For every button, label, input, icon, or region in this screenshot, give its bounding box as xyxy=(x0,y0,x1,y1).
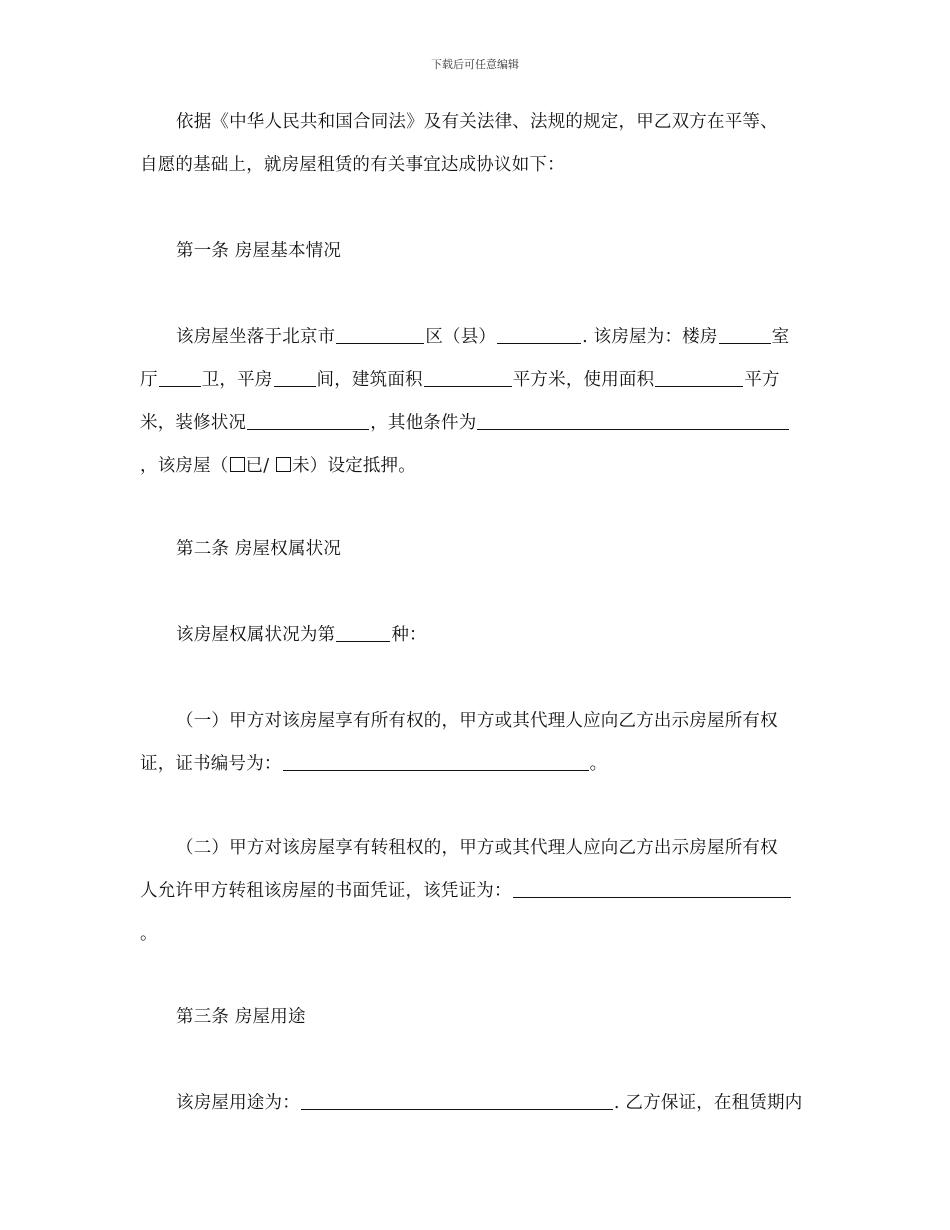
clause-1-line-1: （一）甲方对该房屋享有所有权的，甲方或其代理人应向乙方出示房屋所有权 xyxy=(176,711,778,731)
blank-halls[interactable] xyxy=(159,369,201,388)
text: ，其他条件为 xyxy=(370,413,477,433)
text: . 乙方保证，在租赁期内 xyxy=(613,1093,803,1113)
article-1-line-3 xyxy=(140,402,812,444)
clause-2-line-3: 。 xyxy=(140,924,158,944)
text: 该房屋用途为： xyxy=(176,1093,300,1113)
blank-bungalow[interactable] xyxy=(274,369,316,388)
article-1-line-2 xyxy=(140,359,812,401)
article-1-title: 第一条 房屋基本情况 xyxy=(176,241,342,261)
text: 该房屋权属状况为第 xyxy=(176,625,336,645)
blank-decoration[interactable] xyxy=(247,412,369,431)
blank-usable-area[interactable] xyxy=(655,369,743,388)
blank-certificate-number[interactable] xyxy=(283,753,589,772)
blank-district[interactable] xyxy=(336,326,424,345)
text: . 该房屋为：楼房 xyxy=(582,327,718,347)
text: 该房屋坐落于北京市 xyxy=(176,327,336,347)
text: ，该房屋（ xyxy=(140,456,229,476)
article-3-line-1 xyxy=(140,1082,812,1124)
clause-2-line-1: （二）甲方对该房屋享有转租权的，甲方或其代理人应向乙方出示房屋所有权 xyxy=(176,838,778,858)
text: 人允许甲方转租该房屋的书面凭证，该凭证为： xyxy=(140,881,512,901)
blank-sublease-voucher[interactable] xyxy=(513,880,791,899)
article-3-title: 第三条 房屋用途 xyxy=(176,1007,306,1027)
clause-1-line-2 xyxy=(140,743,812,785)
page-header: 下载后可任意编辑 xyxy=(431,58,519,71)
text: 厅 xyxy=(140,370,158,390)
clause-2-line-2 xyxy=(140,870,812,912)
intro-line-2: 自愿的基础上，就房屋租赁的有关事宜达成协议如下： xyxy=(140,155,565,175)
text: 平方 xyxy=(744,370,780,390)
text: 已/ xyxy=(245,456,276,476)
text: 室 xyxy=(771,327,790,347)
text: 未）设定抵押。 xyxy=(292,456,416,476)
ownership-status-line xyxy=(140,614,812,656)
article-1-line-1 xyxy=(140,316,812,358)
mortgaged-checkbox[interactable] xyxy=(230,457,245,472)
blank-house-usage[interactable] xyxy=(301,1092,613,1111)
text: 证，证书编号为： xyxy=(140,754,282,774)
intro-line-1: 依据《中华人民共和国合同法》及有关法律、法规的规定，甲乙双方在平等、 xyxy=(176,112,778,132)
blank-ownership-type[interactable] xyxy=(336,624,390,643)
text: 区（县） xyxy=(425,327,497,347)
text: 间，建筑面积 xyxy=(316,370,423,390)
blank-rooms[interactable] xyxy=(719,326,771,345)
not-mortgaged-checkbox[interactable] xyxy=(276,457,291,472)
blank-building-area[interactable] xyxy=(424,369,512,388)
article-2-title: 第二条 房屋权属状况 xyxy=(176,539,342,559)
text: 平方米，使用面积 xyxy=(512,370,655,390)
text: 种： xyxy=(391,625,427,645)
article-1-line-4 xyxy=(140,445,812,487)
text: 。 xyxy=(589,754,608,774)
blank-other-conditions[interactable] xyxy=(477,412,789,431)
text: 卫，平房 xyxy=(201,370,273,390)
blank-county[interactable] xyxy=(497,326,581,345)
text: 米，装修状况 xyxy=(140,413,247,433)
